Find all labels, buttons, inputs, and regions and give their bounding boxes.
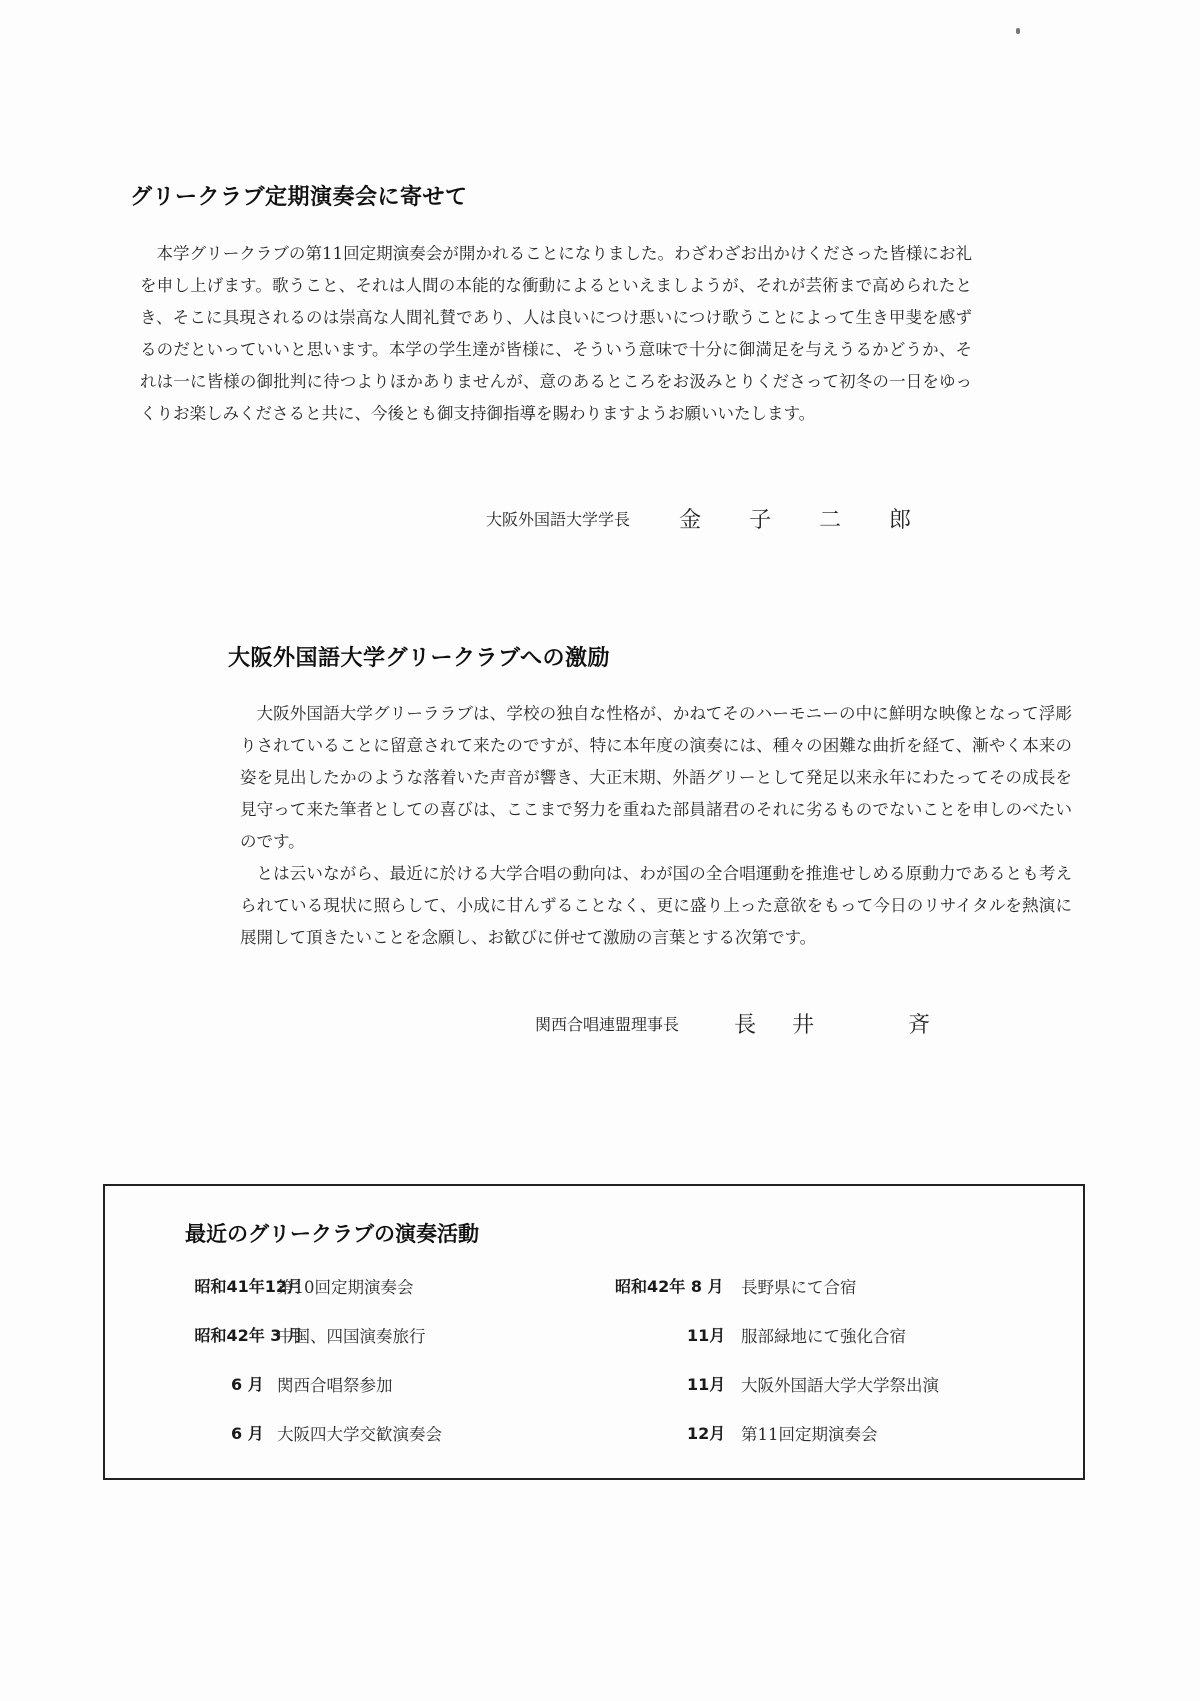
section2-signature-title: 関西合唱連盟理事長	[535, 1015, 680, 1034]
section2-paragraph-1: 大阪外国語大学グリーララブは、学校の独自な性格が、かねてそのハーモニーの中に鮮明な映像となって浮彫りされていることに留意されて来たのですが、特に本年度の演奏には、種々の困難な曲折を経て、漸やく本来の姿を見出したかのような落着いた声音が響き、大正末期、外語グリーとして発足以来永年にわたってその成長を見守って来た筆者としての喜びは、ここまで努力を重ねた部員諸君のそれに劣るものでないことを申しのべたいのです。	[240, 704, 1072, 851]
section1-heading: グリークラブ定期演奏会に寄せて	[130, 185, 468, 210]
activity-event: 第10回定期演奏会	[277, 1278, 414, 1297]
activity-event: 大阪外国語大学大学祭出演	[741, 1376, 939, 1395]
activity-row	[615, 1372, 1035, 1421]
section1-signature-title: 大阪外国語大学学長	[486, 510, 631, 529]
activity-date: 6 月	[231, 1424, 264, 1443]
activities-box	[103, 1184, 1085, 1480]
activities-left-column	[153, 1274, 513, 1470]
activity-row	[615, 1421, 1035, 1470]
activity-date: 昭和42年 3 月	[194, 1326, 303, 1345]
activity-row	[153, 1274, 513, 1323]
activity-row	[153, 1323, 513, 1372]
activity-date: 昭和42年 8 月	[615, 1277, 724, 1296]
activity-date: 11月	[687, 1326, 726, 1345]
activity-row	[615, 1323, 1035, 1372]
activity-row	[153, 1372, 513, 1421]
section1-paragraph: 本学グリークラブの第11回定期演奏会が開かれることになりました。わざわざお出かけくださった皆様にお礼を申し上げます。歌うこと、それは人間の本能的な衝動によるといえましようが、それが芸術まで高められたとき、そこに具現されるのは崇高な人間礼賛であり、人は良いにつけ悪いにつけ歌うことによって生き甲斐を感ずるのだといっていいと思います。本学の学生達が皆様に、そういう意味で十分に御満足を与えうるかどうか、それは一に皆様の御批判に待つよりほかありませんが、意のあるところをお汲みとりくださって初冬の一日をゆっくりお楽しみくださると共に、今後とも御支持御指導を賜わりますようお願いいたします。	[140, 244, 972, 423]
activities-right-column	[615, 1274, 1035, 1470]
section2-signature	[535, 1008, 966, 1039]
activities-heading: 最近のグリークラブの演奏活動	[185, 1222, 479, 1246]
section2-body	[240, 698, 1072, 954]
activity-event: 第11回定期演奏会	[741, 1425, 878, 1444]
section1-body	[140, 238, 972, 430]
activity-date: 6 月	[231, 1375, 264, 1394]
section2-heading: 大阪外国語大学グリークラブへの激励	[228, 646, 611, 671]
section1-signature	[486, 503, 959, 534]
activity-date: 12月	[687, 1424, 726, 1443]
section2-signature-name: 長井 斉	[734, 1013, 967, 1038]
activity-date: 昭和41年12月	[194, 1277, 303, 1296]
activity-row	[615, 1274, 1035, 1323]
activity-date: 11月	[687, 1375, 726, 1394]
section2-paragraph-2: とは云いながら、最近に於ける大学合唱の動向は、わが国の全合唱運動を推進せしめる原動力であるとも考えられている現状に照らして、小成に甘んずることなく、更に盛り上った意欲をもって今日のリサイタルを熱演に展開して頂きたいことを念願し、お歓びに併せて激励の言葉とする次第です。	[240, 864, 1072, 947]
activity-event: 中国、四国演奏旅行	[277, 1327, 426, 1346]
section1-signature-name: 金子二郎	[679, 508, 960, 533]
activity-event: 関西合唱祭参加	[277, 1376, 393, 1395]
activity-event: 長野県にて合宿	[741, 1278, 857, 1297]
activity-event: 大阪四大学交歓演奏会	[277, 1425, 442, 1444]
paper-speck	[1016, 28, 1020, 34]
activity-event: 服部緑地にて強化合宿	[741, 1327, 906, 1346]
activity-row	[153, 1421, 513, 1470]
